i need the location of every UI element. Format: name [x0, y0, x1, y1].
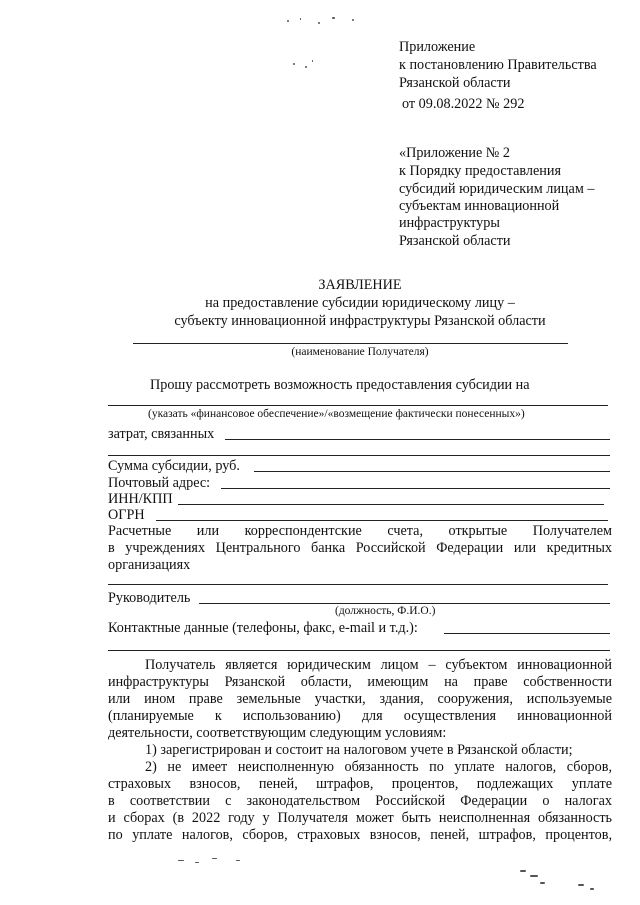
condition-item-2-line-2: страховых взносов, пеней, штрафов, процентов, подлежащих уплате — [108, 776, 612, 792]
appendix2-line-5: инфраструктуры — [399, 215, 500, 231]
paragraph-1-line-3: или ином праве земельные участки, здания, сооружения, используемые — [108, 691, 612, 707]
head-field[interactable] — [199, 603, 610, 604]
condition-item-2-line-1: 2) не имеет неисполненную обязанность по уплате налогов, сборов, — [145, 759, 612, 775]
amount-field[interactable] — [254, 471, 610, 472]
accounts-field[interactable] — [108, 584, 608, 585]
address-label: Почтовый адрес: — [108, 475, 211, 491]
condition-item-1: 1) зарегистрирован и состоит на налоговом учете в Рязанской области; — [145, 742, 573, 758]
inn-label: ИНН/КПП — [108, 491, 173, 507]
title-heading: ЗАЯВЛЕНИЕ — [318, 277, 402, 293]
request-text: Прошу рассмотреть возможность предоставления субсидии на — [150, 377, 530, 393]
costs-field[interactable] — [225, 439, 610, 440]
accounts-line-2: в учреждениях Центрального банка Российской Федерации или кредитных — [108, 540, 612, 556]
paragraph-1-line-5: деятельности, соответствующим следующим условиям: — [108, 725, 447, 741]
appendix-line-3: Рязанской области — [399, 75, 511, 91]
costs-field-continued[interactable] — [108, 455, 610, 456]
contacts-label: Контактные данные (телефоны, факс, e-mail и т.д.): — [108, 620, 418, 636]
paragraph-1-line-1: Получатель является юридическим лицом – субъектом инновационной — [145, 657, 612, 673]
recipient-caption: (наименование Получателя) — [291, 346, 429, 358]
contacts-field[interactable] — [444, 633, 610, 634]
title-sub-2: субъекту инновационной инфраструктуры Рязанской области — [174, 313, 546, 329]
appendix2-line-3: субсидий юридическим лицам – — [399, 181, 595, 197]
recipient-name-field[interactable] — [133, 343, 568, 344]
condition-item-2-line-3: в соответствии с законодательством Российской Федерации о налогах — [108, 793, 612, 809]
subsidy-type-caption: (указать «финансовое обеспечение»/«возмещение фактически понесенных») — [148, 408, 525, 420]
address-field[interactable] — [221, 488, 610, 489]
subsidy-type-field[interactable] — [108, 405, 608, 406]
amount-label: Сумма субсидии, руб. — [108, 458, 240, 474]
paragraph-1-line-2: инфраструктуры Рязанской области, имеющим на праве собственности — [108, 674, 612, 690]
head-label: Руководитель — [108, 590, 191, 606]
paragraph-1-line-4: (планируемые к использованию) для осуществления инновационной — [108, 708, 612, 724]
appendix-date: от 09.08.2022 № 292 — [402, 96, 525, 112]
head-caption: (должность, Ф.И.О.) — [335, 605, 436, 617]
appendix2-line-4: субъектам инновационной — [399, 198, 560, 214]
accounts-line-3: организациях — [108, 557, 191, 573]
inn-field[interactable] — [178, 504, 604, 505]
ogrn-field[interactable] — [156, 520, 608, 521]
condition-item-2-line-4: и сборах (в 2022 году у Получателя может быть неисполненная обязанность — [108, 810, 612, 826]
appendix2-line-2: к Порядку предоставления — [399, 163, 561, 179]
ogrn-label: ОГРН — [108, 507, 145, 523]
appendix-line-1: Приложение — [399, 39, 476, 55]
appendix2-line-1: «Приложение № 2 — [399, 145, 510, 161]
title-sub-1: на предоставление субсидии юридическому лицу – — [205, 295, 515, 311]
appendix-line-2: к постановлению Правительства — [399, 57, 597, 73]
costs-label: затрат, связанных — [108, 426, 215, 442]
accounts-line-1: Расчетные или корреспондентские счета, открытые Получателем — [108, 523, 612, 539]
condition-item-2-line-5: по уплате налогов, сборов, страховых взносов, пеней, штрафов, процентов, — [108, 827, 612, 843]
appendix2-line-6: Рязанской области — [399, 233, 511, 249]
contacts-field-continued[interactable] — [108, 650, 610, 651]
